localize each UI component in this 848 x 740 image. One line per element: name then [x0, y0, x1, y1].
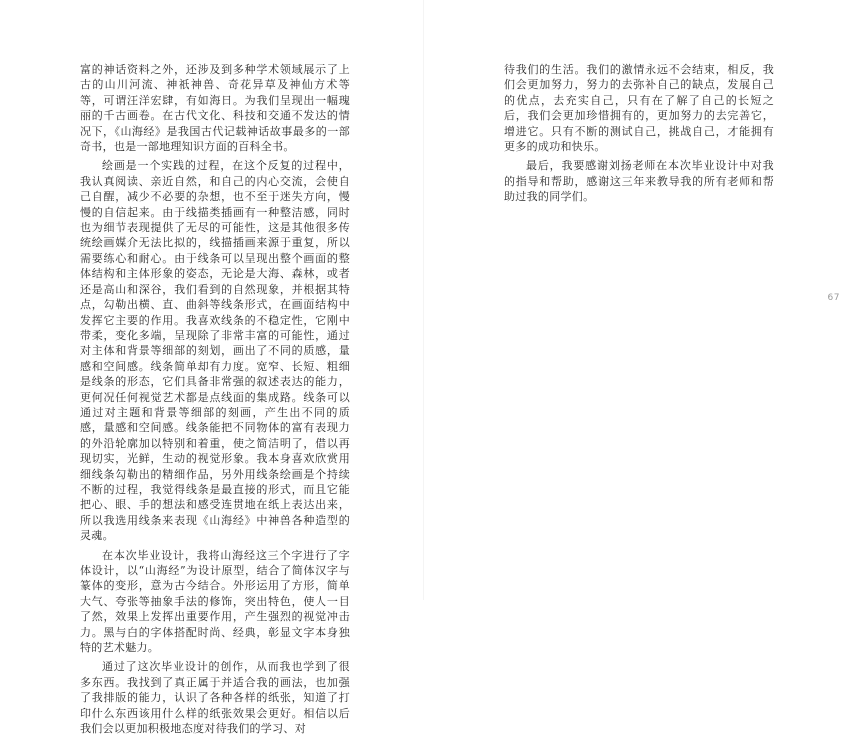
left-paragraph-4: 通过了这次毕业设计的创作，从而我也学到了很多东西。我找到了真正属于并适合我的画法，也加强了我排版的能力，认识了各种各样的纸张，知道了打印什么东西该用什么样的纸张效果会更好。相信以后我们会以更加积极地态度对待我们的学习、对	[80, 660, 350, 736]
right-text-column	[504, 62, 774, 209]
right-paragraph-2: 最后，我要感谢刘扬老师在本次毕业设计中对我的指导和帮助，感谢这三年来教导我的所有老师和帮助过我的同学们。	[504, 159, 774, 204]
right-page	[424, 0, 848, 600]
left-page	[0, 0, 424, 736]
left-paragraph-1: 富的神话资料之外，还涉及到多种学术领域展示了上古的山川河流、神祇神兽、奇花异草及神仙方术等等，可谓汪洋宏肆，有如海日。为我们呈现出一幅瑰丽的千古画卷。在古代文化、科技和交通不发达的情况下，《山海经》是我国古代记载神话故事最多的一部奇书，也是一部地理知识方面的百科全书。	[80, 63, 350, 154]
right-paragraph-1: 待我们的生活。我们的激情永远不会结束，相反，我们会更加努力，努力的去弥补自己的缺点，发展自己的优点，去充实自己，只有在了解了自己的长短之后，我们会更加珍惜拥有的，更加努力的去完善它，增进它。只有不断的测试自己，挑战自己，才能拥有更多的成功和快乐。	[504, 63, 774, 154]
left-text-column	[80, 62, 350, 740]
page-number: 67	[827, 293, 840, 303]
left-paragraph-2: 绘画是一个实践的过程，在这个反复的过程中，我认真阅读、亲近自然，和自己的内心交流，会使自己自醒，减少不必要的杂想，也不至于迷失方向，慢慢的自信起来。由于线描类插画有一种整洁感，同时也为细节表现提供了无尽的可能性，这是其他很多传统绘画媒介无法比拟的，线描插画来源于重复，所以需要练心和耐心。由于线条可以呈现出整个画面的整体结构和主体形象的姿态，无论是大海、森林，或者还是高山和深谷，我们看到的自然现象，并根据其特点，勾勒出横、直、曲斜等线条形式，在画面结构中发挥它主要的作用。我喜欢线条的不稳定性，它刚中带柔，变化多端，呈现除了非常丰富的可能性，通过对主体和背景等细部的刻划，画出了不同的质感，量感和空间感。线条简单却有力度。宽窄、长短、粗细是线条的形态，它们具备非常强的叙述表达的能力，更何况任何视觉艺术都是点线面的集成路。线条可以通过对主题和背景等细部的刻画，产生出不同的质感，量感和空间感。线条能把不同物体的富有表现力的外沿轮廓加以特别和着重，使之简洁明了，借以再现切实，光鲜，生动的视觉形象。我本身喜欢欣赏用细线条勾勒出的精细作品，另外用线条绘画是个持续不断的过程，我觉得线条是最直接的形式，而且它能把心、眼、手的想法和感受连贯地在纸上表达出来，所以我选用线条来表现《山海经》中神兽各种造型的灵魂。	[80, 159, 350, 543]
left-paragraph-3: 在本次毕业设计，我将山海经这三个字进行了字体设计，以“山海经”为设计原型，结合了简体汉字与篆体的变形，意为古今结合。外形运用了方形，简单大气、夸张等抽象手法的修饰，突出特色，使人一目了然，效果上发挥出重要作用，产生强烈的视觉冲击力。黑与白的字体搭配时尚、经典，彰显文字本身独特的艺术魅力。	[80, 548, 350, 655]
